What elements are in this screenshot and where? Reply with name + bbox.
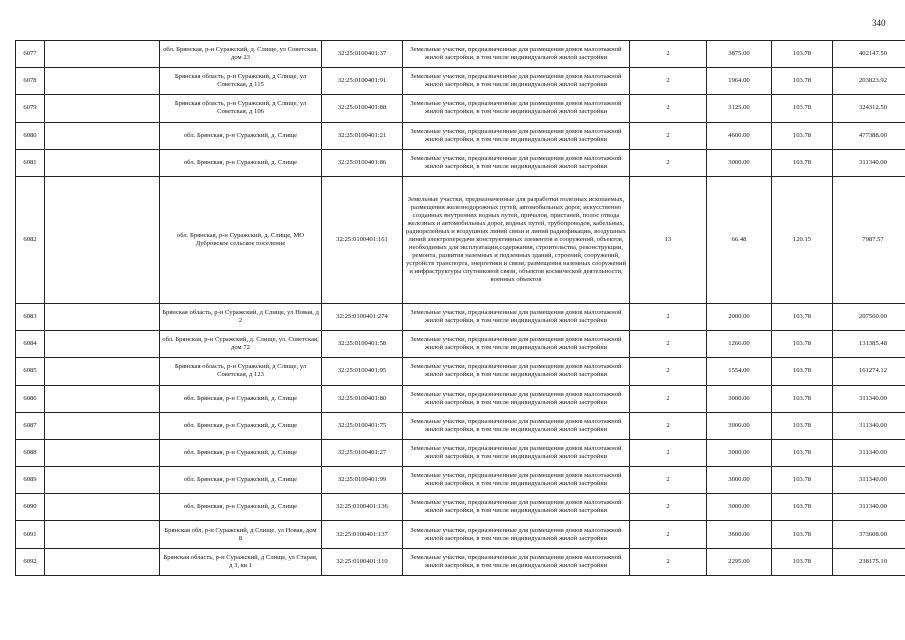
table-body	[16, 41, 905, 576]
area-cell: 3000.00	[707, 494, 772, 521]
area-cell: 3000.00	[707, 439, 772, 466]
table-row	[16, 494, 905, 521]
area-cell: 3000.00	[707, 149, 772, 176]
cadastral-value-cell: 131385.48	[833, 331, 905, 358]
cadastral-number-cell: 32:25:0100401:136	[322, 494, 403, 521]
category-cell: 2	[630, 149, 707, 176]
table-row	[16, 385, 905, 412]
permitted-use-cell: Земельные участки, предназначенные для размещения домов малоэтажной жилой застройки, в том числе индивидуальной жилой застройки	[403, 439, 630, 466]
cadastral-value-cell: 402147.50	[833, 41, 905, 68]
table-row	[16, 303, 905, 330]
blank-cell	[45, 68, 160, 95]
unit-value-cell: 103.78	[772, 122, 833, 149]
blank-cell	[45, 176, 160, 303]
unit-value-cell: 103.78	[772, 548, 833, 575]
table-row	[16, 331, 905, 358]
table-row	[16, 95, 905, 122]
permitted-use-cell: Земельные участки, предназначенные для размещения домов малоэтажной жилой застройки, в том числе индивидуальной жилой застройки	[403, 95, 630, 122]
category-cell: 2	[630, 494, 707, 521]
unit-value-cell: 103.78	[772, 358, 833, 385]
cadastral-value-cell: 477388.00	[833, 122, 905, 149]
area-cell: 2295.00	[707, 548, 772, 575]
blank-cell	[45, 412, 160, 439]
row-number-cell: 6089	[16, 467, 45, 494]
cadastral-number-cell: 32:25:0100401:88	[322, 95, 403, 122]
area-cell: 3125.00	[707, 95, 772, 122]
row-number-cell: 6078	[16, 68, 45, 95]
blank-cell	[45, 467, 160, 494]
cadastral-value-cell: 311340.00	[833, 467, 905, 494]
address-cell: Брянская область, р-н Суражский, д Слище, ул Новая, д 2	[160, 303, 322, 330]
cadastral-number-cell: 32:25:0100401:95	[322, 358, 403, 385]
area-cell: 66.48	[707, 176, 772, 303]
area-cell: 3600.00	[707, 521, 772, 548]
row-number-cell: 6079	[16, 95, 45, 122]
unit-value-cell: 103.78	[772, 303, 833, 330]
blank-cell	[45, 95, 160, 122]
permitted-use-cell: Земельные участки, предназначенные для размещения домов малоэтажной жилой застройки, в том числе индивидуальной жилой застройки	[403, 122, 630, 149]
row-number-cell: 6082	[16, 176, 45, 303]
address-cell: Брянская область, р-н Суражский, д Слище, ул Советская, д 115	[160, 68, 322, 95]
table-row	[16, 358, 905, 385]
category-cell: 2	[630, 521, 707, 548]
page-number: 340	[872, 18, 886, 28]
cadastral-value-cell: 238175.10	[833, 548, 905, 575]
area-cell: 4600.00	[707, 122, 772, 149]
permitted-use-cell: Земельные участки, предназначенные для размещения домов малоэтажной жилой застройки, в том числе индивидуальной жилой застройки	[403, 68, 630, 95]
unit-value-cell: 103.78	[772, 412, 833, 439]
category-cell: 13	[630, 176, 707, 303]
address-cell: обл. Брянская, р-н Суражский, д. Слище, ул Советская, дом 23	[160, 41, 322, 68]
cadastral-value-cell: 373608.00	[833, 521, 905, 548]
permitted-use-cell: Земельные участки, предназначенные для размещения домов малоэтажной жилой застройки, в том числе индивидуальной жилой застройки	[403, 331, 630, 358]
blank-cell	[45, 331, 160, 358]
unit-value-cell: 103.78	[772, 68, 833, 95]
cadastral-number-cell: 32:25:0100401:161	[322, 176, 403, 303]
permitted-use-cell: Земельные участки, предназначенные для размещения домов малоэтажной жилой застройки, в том числе индивидуальной жилой застройки	[403, 412, 630, 439]
table-row	[16, 548, 905, 575]
cadastral-number-cell: 32:25:0100401:99	[322, 467, 403, 494]
blank-cell	[45, 303, 160, 330]
row-number-cell: 6092	[16, 548, 45, 575]
area-cell: 1964.00	[707, 68, 772, 95]
table-row	[16, 41, 905, 68]
address-cell: обл. Брянская, р-н Суражский, д. Слище, ул. Советская, дом 72	[160, 331, 322, 358]
category-cell: 2	[630, 331, 707, 358]
row-number-cell: 6091	[16, 521, 45, 548]
land-registry-table	[15, 40, 905, 576]
cadastral-number-cell: 32:25:0100401:37	[322, 41, 403, 68]
cadastral-number-cell: 32:25:0100401:21	[322, 122, 403, 149]
unit-value-cell: 103.78	[772, 331, 833, 358]
cadastral-value-cell: 207560.00	[833, 303, 905, 330]
cadastral-number-cell: 32:25:0100401:137	[322, 521, 403, 548]
address-cell: обл. Брянская, р-н Суражский, д. Слище, МО Дубровское сельское поселение	[160, 176, 322, 303]
unit-value-cell: 103.78	[772, 494, 833, 521]
area-cell: 2000.00	[707, 303, 772, 330]
blank-cell	[45, 122, 160, 149]
table-row	[16, 521, 905, 548]
cadastral-number-cell: 32:25:0100401:110	[322, 548, 403, 575]
permitted-use-cell: Земельные участки, предназначенные для размещения домов малоэтажной жилой застройки, в том числе индивидуальной жилой застройки	[403, 41, 630, 68]
cadastral-value-cell: 311340.00	[833, 494, 905, 521]
table-row	[16, 412, 905, 439]
row-number-cell: 6090	[16, 494, 45, 521]
area-cell: 3875.00	[707, 41, 772, 68]
blank-cell	[45, 439, 160, 466]
row-number-cell: 6080	[16, 122, 45, 149]
area-cell: 1266.00	[707, 331, 772, 358]
category-cell: 2	[630, 68, 707, 95]
cadastral-value-cell: 324312.50	[833, 95, 905, 122]
area-cell: 3000.00	[707, 412, 772, 439]
cadastral-number-cell: 32:25:0100401:80	[322, 385, 403, 412]
table-row	[16, 439, 905, 466]
unit-value-cell: 103.78	[772, 149, 833, 176]
unit-value-cell: 103.78	[772, 95, 833, 122]
permitted-use-cell: Земельные участки, предназначенные для размещения домов малоэтажной жилой застройки, в том числе индивидуальной жилой застройки	[403, 149, 630, 176]
category-cell: 2	[630, 358, 707, 385]
permitted-use-cell: Земельные участки, предназначенные для размещения домов малоэтажной жилой застройки, в том числе индивидуальной жилой застройки	[403, 467, 630, 494]
cadastral-value-cell: 311340.00	[833, 385, 905, 412]
address-cell: обл. Брянская, р-н Суражский, д. Слище	[160, 412, 322, 439]
area-cell: 3000.00	[707, 385, 772, 412]
cadastral-value-cell: 311340.00	[833, 412, 905, 439]
permitted-use-cell: Земельные участки, предназначенные для разработки полезных ископаемых, размещения железнодорожных путей, автомобильных дорог, искусственно созданных внутренних водных путей, причалов, пристаней, полос отвода железных и автомобильных дорог, водных путей, трубопроводов, кабельных, радиорелейных и воздушных линий связи и линий радиофикации, воздушных линий электропередачи конструктивных элементов и сооружений, объектов, необходимых для эксплуатации,содержания, строительства, реконструкции, ремонта, развития наземных и подземных зданий, строений, сооружений, устройств транспорта, энергетики и связи; размещения наземных сооружений и инфраструктуры спутниковой связи, объектов космической деятельности, военных объектов	[403, 176, 630, 303]
row-number-cell: 6077	[16, 41, 45, 68]
address-cell: обл. Брянская, р-н Суражский, д. Слище	[160, 439, 322, 466]
address-cell: Брянская область, р-н Суражский, д Слище, ул Советская, д 123	[160, 358, 322, 385]
cadastral-number-cell: 32:25:0100401:91	[322, 68, 403, 95]
table-row	[16, 122, 905, 149]
area-cell: 3000.00	[707, 467, 772, 494]
permitted-use-cell: Земельные участки, предназначенные для размещения домов малоэтажной жилой застройки, в том числе индивидуальной жилой застройки	[403, 358, 630, 385]
blank-cell	[45, 385, 160, 412]
unit-value-cell: 103.78	[772, 467, 833, 494]
address-cell: обл. Брянская, р-н Суражский, д. Слище	[160, 467, 322, 494]
category-cell: 2	[630, 412, 707, 439]
address-cell: обл. Брянская, р-н Суражский, д. Слище	[160, 149, 322, 176]
cadastral-value-cell: 311340.00	[833, 149, 905, 176]
address-cell: Брянская область, р-н Суражский, д Слище, ул Советская, д 106	[160, 95, 322, 122]
cadastral-number-cell: 32:25:0100401:58	[322, 331, 403, 358]
category-cell: 2	[630, 303, 707, 330]
table-row	[16, 149, 905, 176]
category-cell: 2	[630, 467, 707, 494]
permitted-use-cell: Земельные участки, предназначенные для размещения домов малоэтажной жилой застройки, в том числе индивидуальной жилой застройки	[403, 303, 630, 330]
address-cell: обл. Брянская, р-н Суражский, д. Слище	[160, 122, 322, 149]
category-cell: 2	[630, 385, 707, 412]
cadastral-value-cell: 203823.92	[833, 68, 905, 95]
row-number-cell: 6083	[16, 303, 45, 330]
address-cell: обл. Брянская, р-н Суражский, д. Слище	[160, 494, 322, 521]
blank-cell	[45, 358, 160, 385]
permitted-use-cell: Земельные участки, предназначенные для размещения домов малоэтажной жилой застройки, в том числе индивидуальной жилой застройки	[403, 521, 630, 548]
cadastral-value-cell: 311340.00	[833, 439, 905, 466]
row-number-cell: 6085	[16, 358, 45, 385]
cadastral-number-cell: 32:25:0100401:75	[322, 412, 403, 439]
cadastral-value-cell: 161274.12	[833, 358, 905, 385]
unit-value-cell: 103.78	[772, 439, 833, 466]
address-cell: Брянская обл, р-н Суражский, д Слище, ул Новая, дом 8	[160, 521, 322, 548]
row-number-cell: 6088	[16, 439, 45, 466]
area-cell: 1554.00	[707, 358, 772, 385]
category-cell: 2	[630, 439, 707, 466]
address-cell: обл. Брянская, р-н Суражский, д. Слище	[160, 385, 322, 412]
permitted-use-cell: Земельные участки, предназначенные для размещения домов малоэтажной жилой застройки, в том числе индивидуальной жилой застройки	[403, 548, 630, 575]
unit-value-cell: 103.78	[772, 521, 833, 548]
blank-cell	[45, 521, 160, 548]
permitted-use-cell: Земельные участки, предназначенные для размещения домов малоэтажной жилой застройки, в том числе индивидуальной жилой застройки	[403, 494, 630, 521]
row-number-cell: 6081	[16, 149, 45, 176]
address-cell: Брянская область, р-н Суражский, д Слище, ул Старая, д 3, кв 1	[160, 548, 322, 575]
blank-cell	[45, 548, 160, 575]
table-row	[16, 176, 905, 303]
cadastral-number-cell: 32:25:0100401:274	[322, 303, 403, 330]
cadastral-number-cell: 32:25:0100401:86	[322, 149, 403, 176]
permitted-use-cell: Земельные участки, предназначенные для размещения домов малоэтажной жилой застройки, в том числе индивидуальной жилой застройки	[403, 385, 630, 412]
blank-cell	[45, 494, 160, 521]
blank-cell	[45, 149, 160, 176]
unit-value-cell: 120.15	[772, 176, 833, 303]
category-cell: 2	[630, 122, 707, 149]
blank-cell	[45, 41, 160, 68]
cadastral-value-cell: 7987.57	[833, 176, 905, 303]
unit-value-cell: 103.78	[772, 385, 833, 412]
row-number-cell: 6087	[16, 412, 45, 439]
row-number-cell: 6086	[16, 385, 45, 412]
table-row	[16, 68, 905, 95]
unit-value-cell: 103.78	[772, 41, 833, 68]
row-number-cell: 6084	[16, 331, 45, 358]
category-cell: 2	[630, 41, 707, 68]
category-cell: 2	[630, 548, 707, 575]
category-cell: 2	[630, 95, 707, 122]
cadastral-number-cell: 32:25:0100401:27	[322, 439, 403, 466]
table-row	[16, 467, 905, 494]
